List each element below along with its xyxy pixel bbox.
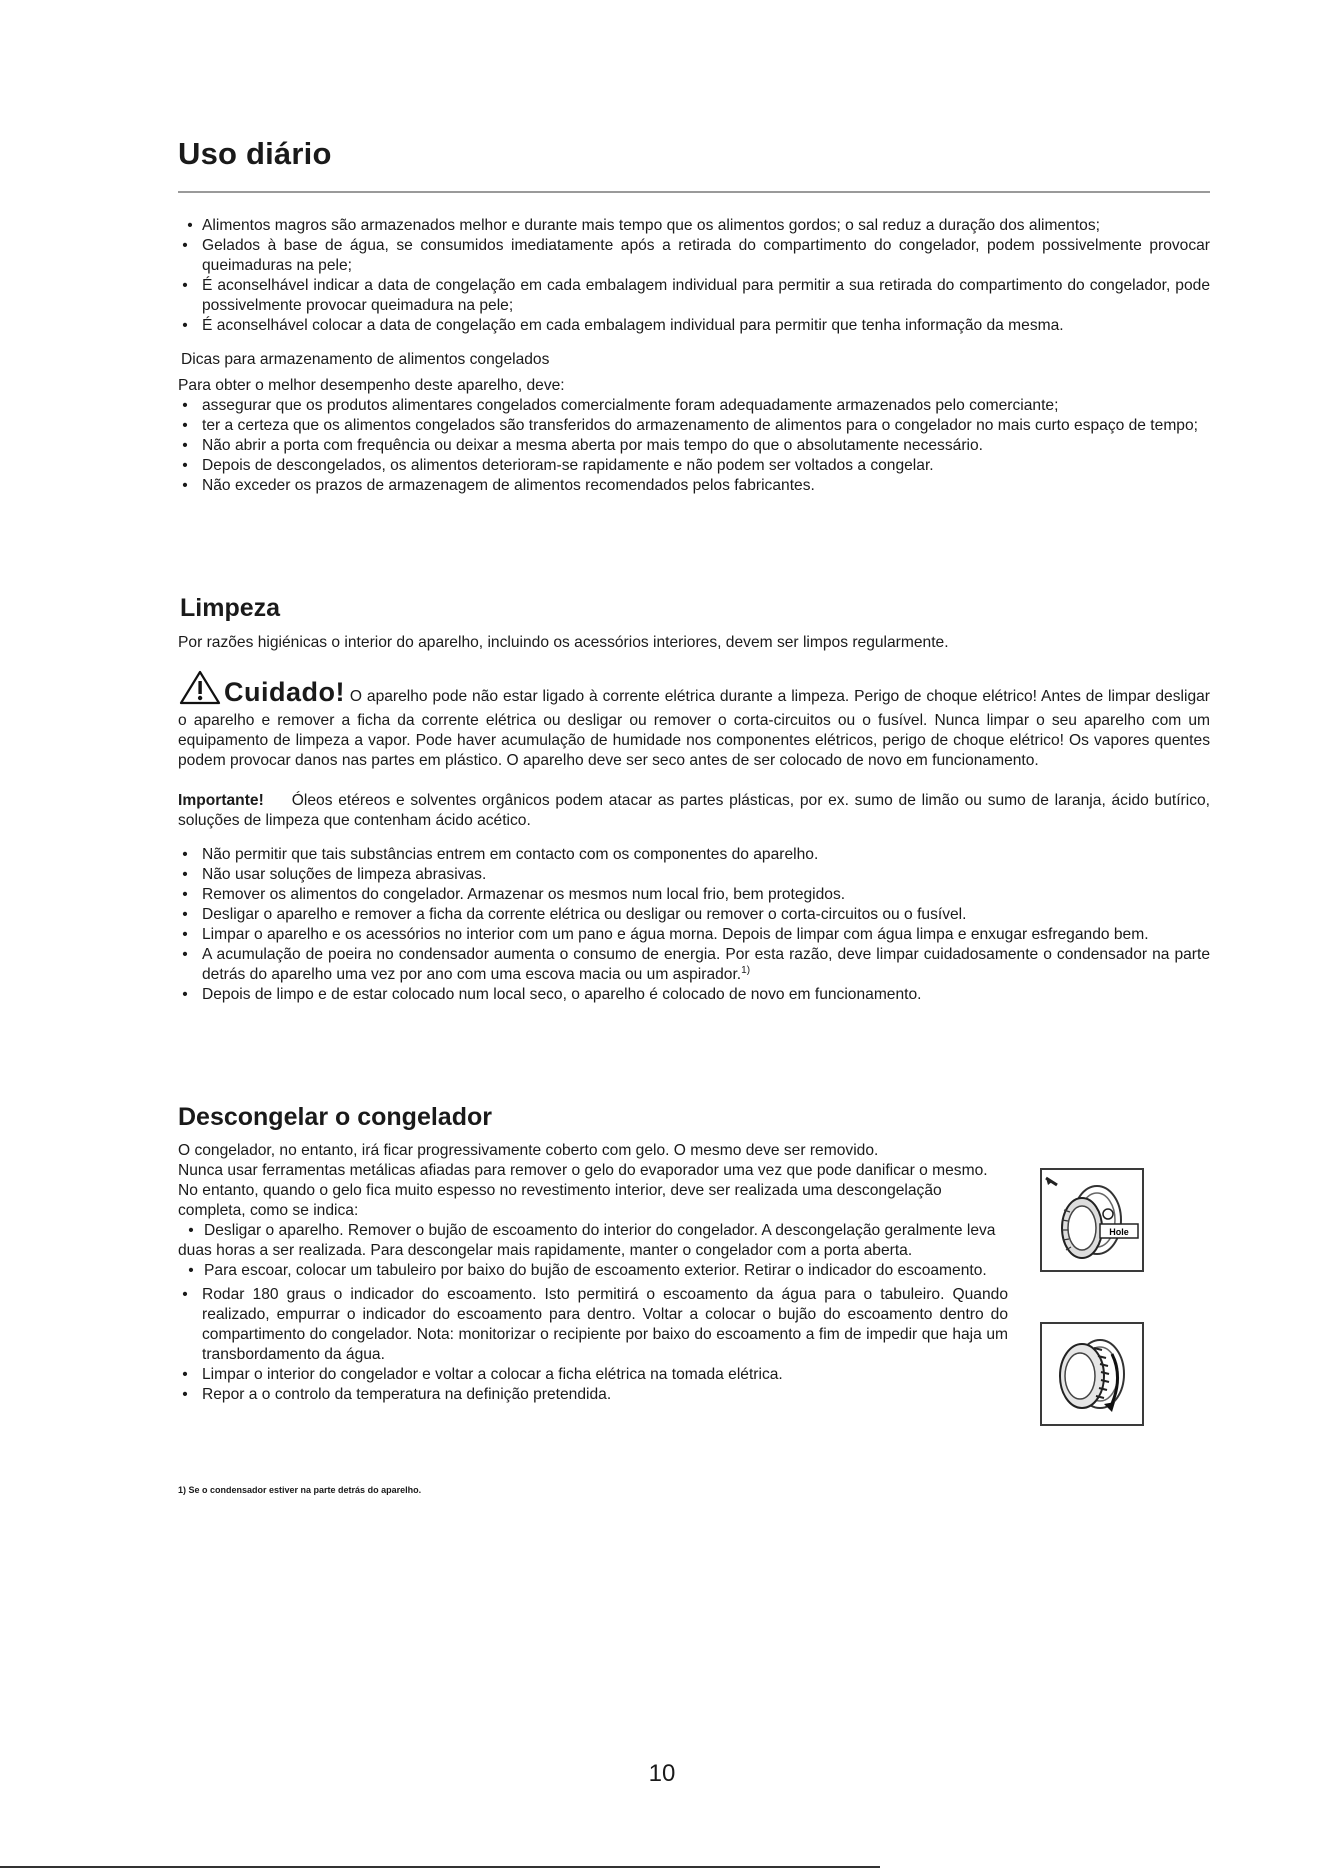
page-number: 10: [648, 1760, 676, 1787]
storage-tips-block: [178, 216, 1210, 496]
limpeza-intro: Por razões higiénicas o interior do aparelho, incluindo os acessórios interiores, devem ser limpos regularmente.: [178, 634, 949, 651]
list-item: • Depois de descongelados, os alimentos deterioram-se rapidamente e não podem ser voltados a congelar.: [182, 457, 934, 474]
list-item: • É aconselhável indicar a data de congelação em cada embalagem individual para permitir a sua retirada do compartimento do congelador, pode possivelmente provocar queimadura na pele;: [182, 277, 1210, 314]
page-title: Uso diário: [178, 136, 332, 171]
list-item: • Não exceder os prazos de armazenagem de alimentos recomendados pelos fabricantes.: [182, 477, 815, 494]
descongelar-para2: Nunca usar ferramentas metálicas afiadas para remover o gelo do evaporador uma vez que pode danificar o mesmo.: [178, 1162, 988, 1179]
list-item: • É aconselhável colocar a data de congelação em cada embalagem individual para permitir que tenha informação da mesma.: [182, 317, 1064, 334]
list-item: • ter a certeza que os alimentos congelados são transferidos do armazenamento de alimentos para o congelador no mais curto espaço de tempo;: [182, 417, 1198, 434]
drain-plug-rotate-illustration-icon: [1042, 1324, 1142, 1424]
list-item: • Remover os alimentos do congelador. Armazenar os mesmos num local frio, bem protegidos.: [182, 886, 846, 903]
list-item: • A acumulação de poeira no condensador aumenta o consumo de energia. Por esta razão, deve limpar cuidadosamente o condensador na parte detrás do aparelho uma vez por ano com uma escova macia ou um aspirador.$^{1)}$: [182, 946, 1210, 983]
list-item: • Repor a o controlo da temperatura na definição pretendida.: [182, 1386, 612, 1403]
list-item: • Não usar soluções de limpeza abrasivas.: [182, 866, 487, 883]
bullet: •: [187, 217, 193, 234]
list-item: • Para escoar, colocar um tabuleiro por baixo do bujão de escoamento exterior. Retirar o indicador do escoamento.: [188, 1262, 987, 1279]
title-divider: [178, 191, 1210, 193]
footnote: 1) Se o condensador estiver na parte detrás do aparelho.: [178, 1485, 422, 1495]
descongelar-block: [178, 1141, 1008, 1405]
drain-plug-figure-1: [1040, 1168, 1144, 1272]
tips-heading: Dicas para armazenamento de alimentos congelados: [181, 351, 550, 368]
descongelar-para1: O congelador, no entanto, irá ficar progressivamente coberto com gelo. O mesmo deve ser removido.: [178, 1142, 879, 1159]
bottom-divider: [0, 1866, 880, 1868]
list-item: • Não permitir que tais substâncias entrem em contacto com os componentes do aparelho.: [182, 846, 819, 863]
list-item: • Alimentos magros são armazenados melhor e durante mais tempo que os alimentos gordos; o sal reduz a duração dos alimentos;: [178, 216, 1210, 236]
important-label: Importante!: [178, 792, 264, 809]
drain-plug-illustration-icon: [1042, 1170, 1142, 1270]
important-paragraph: [178, 791, 1210, 831]
list-item: • Depois de limpo e de estar colocado num local seco, o aparelho é colocado de novo em funcionamento.: [182, 986, 922, 1003]
descongelar-para3: No entanto, quando o gelo fica muito espesso no revestimento interior, deve ser realizada uma descongelação completa, como se indica:: [178, 1182, 942, 1219]
list-item: • assegurar que os produtos alimentares congelados comercialmente foram adequadamente armazenados pelo comerciante;: [182, 397, 1059, 414]
limpeza-block: [178, 633, 1210, 1005]
list-item: • Limpar o aparelho e os acessórios no interior com um pano e água morna. Depois de limpar com água limpa e enxugar esfregando bem.: [182, 926, 1149, 943]
list-item: • Não abrir a porta com frequência ou deixar a mesma aberta por mais tempo do que o absolutamente necessário.: [182, 437, 983, 454]
list-item: • Rodar 180 graus o indicador do escoamento. Isto permitirá o escoamento da água para o tabuleiro. Quando realizado, empurrar o indicador do escoamento para dentro. Voltar a colocar o bujão do escoamento dentro do compartimento do congelador. Nota: monitorizar o recipiente por baixo do escoamento a fim de impedir que haja um transbordamento da água.: [182, 1286, 1008, 1363]
warning-triangle-icon: [178, 669, 222, 711]
caution-label: Cuidado!: [224, 677, 345, 707]
list-item: • Limpar o interior do congelador e voltar a colocar a ficha elétrica na tomada elétrica.: [182, 1366, 783, 1383]
caution-text: O aparelho pode não estar ligado à corrente elétrica durante a limpeza. Perigo de choque elétrico! Antes de limpar desligar o aparelho e remover a ficha da corrente elétrica ou desligar ou remover o corta-circuitos ou o fusível. Nunca limpar o seu aparelho com um equipamento de limpeza a vapor. Pode haver acumulação de humidade nos componentes elétricos, perigo de choque elétrico! Os vapores quentes podem provocar danos nas partes em plástico. O aparelho deve ser seco antes de ser colocado de novo em funcionamento.: [178, 688, 1210, 769]
list-item: • Desligar o aparelho e remover a ficha da corrente elétrica ou desligar ou remover o corta-circuitos ou o fusível.: [182, 906, 967, 923]
list-item: • Gelados à base de água, se consumidos imediatamente após a retirada do compartimento do congelador, podem possivelmente provocar queimaduras na pele;: [182, 237, 1210, 274]
important-text: Óleos etéreos e solventes orgânicos podem atacar as partes plásticas, por ex. sumo de limão ou sumo de laranja, ácido butírico, soluções de limpeza que contenham ácido acético.: [178, 792, 1210, 829]
descongelar-heading: Descongelar o congelador: [178, 1103, 492, 1131]
limpeza-heading: Limpeza: [180, 594, 281, 622]
tips-intro: Para obter o melhor desempenho deste aparelho, deve:: [178, 377, 565, 394]
caution-paragraph: [178, 669, 1210, 771]
footnote-mark: 1): [741, 964, 751, 976]
hole-label: Hole: [1109, 1227, 1129, 1237]
drain-plug-figure-2: [1040, 1322, 1144, 1426]
list-item: • Desligar o aparelho. Remover o bujão de escoamento do interior do congelador. A descongelação geralmente leva duas horas a ser realizada. Para descongelar mais rapidamente, manter o congelador com a porta aberta.: [178, 1222, 996, 1259]
